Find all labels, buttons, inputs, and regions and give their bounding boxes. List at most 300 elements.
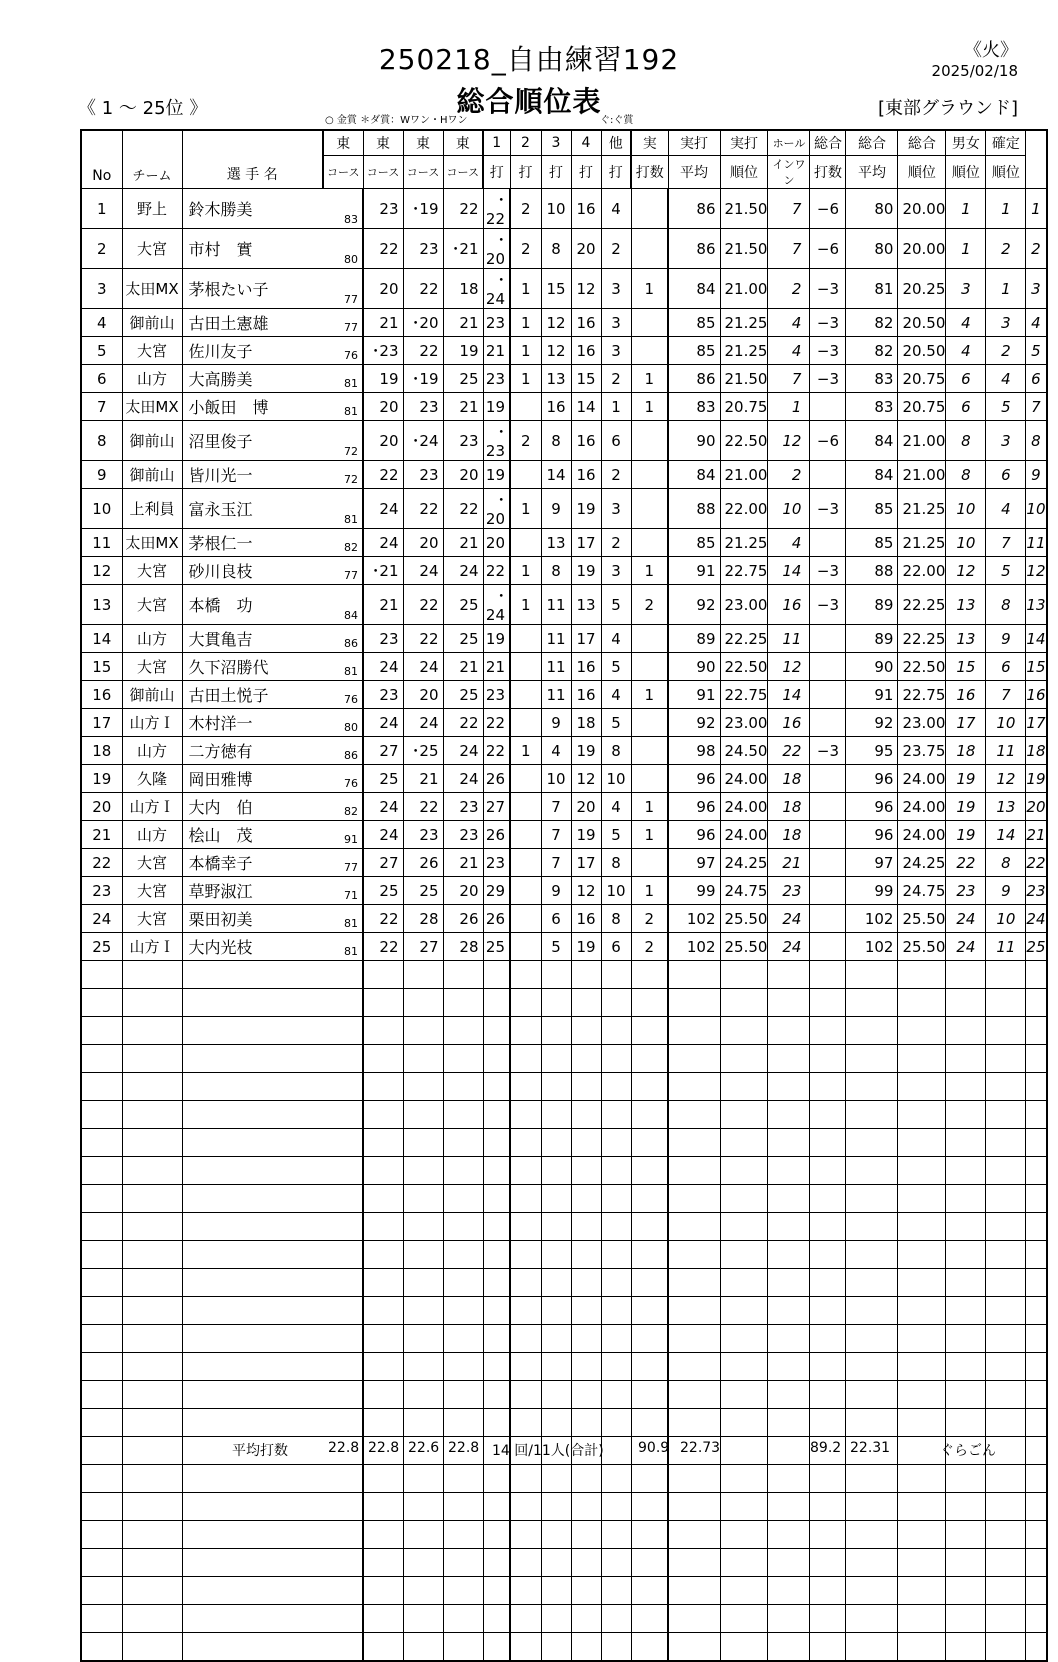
cell-player <box>182 1213 323 1241</box>
cell-total-strokes <box>846 989 898 1017</box>
cell-stroke-1 <box>510 849 541 877</box>
cell-final-rank <box>1026 1241 1047 1269</box>
cell-course-4 <box>483 1577 510 1605</box>
cell-real-rank: 12 <box>768 421 810 461</box>
cell-player <box>182 1325 323 1353</box>
cell-stroke-3: 15 <box>571 365 601 393</box>
cell-stroke-2: 10 <box>541 189 571 229</box>
col-course-2-sub: コース <box>363 156 403 189</box>
cell-no: 13 <box>81 585 122 625</box>
cell-stroke-2 <box>541 1101 571 1129</box>
cell-real-avg: 22.75 <box>720 557 768 585</box>
cell-total-strokes: 95 <box>846 737 898 765</box>
col-course-3: 東 <box>403 130 443 156</box>
cell-stroke-3 <box>571 1297 601 1325</box>
cell-gender-rank: 14 <box>986 821 1026 849</box>
cell-player: 岡田雅博 <box>182 765 323 793</box>
cell-real-rank: 1 <box>768 393 810 421</box>
cell-course-2 <box>403 1269 443 1297</box>
cell-real-strokes <box>668 1577 720 1605</box>
cell-course-3: 18 <box>443 269 483 309</box>
footer-total-avg: 89.2 <box>810 1440 842 1456</box>
cell-total-rank <box>946 1101 986 1129</box>
cell-total-strokes: 102 <box>846 905 898 933</box>
cell-age: 82 <box>323 793 363 821</box>
cell-total-strokes: 85 <box>846 489 898 529</box>
cell-stroke-3: 20 <box>571 793 601 821</box>
cell-real-avg: 20.75 <box>720 393 768 421</box>
cell-gender-rank <box>986 1129 1026 1157</box>
cell-course-4 <box>483 1297 510 1325</box>
col-gender-rank: 男女 <box>946 130 986 156</box>
cell-stroke-4 <box>601 1633 631 1662</box>
cell-no <box>81 1633 122 1662</box>
cell-course-3 <box>443 989 483 1017</box>
cell-stroke-other: 1 <box>631 365 668 393</box>
cell-total-avg: 23.75 <box>898 737 946 765</box>
cell-total-strokes: 83 <box>846 393 898 421</box>
cell-stroke-3 <box>571 1409 601 1437</box>
cell-course-2: ･24 <box>403 421 443 461</box>
cell-stroke-1 <box>510 1549 541 1577</box>
cell-total-rank: 8 <box>946 421 986 461</box>
cell-total-strokes <box>846 1325 898 1353</box>
cell-total-strokes <box>846 1521 898 1549</box>
cell-player: 久下沼勝代 <box>182 653 323 681</box>
cell-course-3: 24 <box>443 557 483 585</box>
cell-course-3 <box>443 1213 483 1241</box>
cell-stroke-3: 12 <box>571 765 601 793</box>
cell-team <box>122 1465 182 1493</box>
cell-course-2: 24 <box>403 709 443 737</box>
cell-real-avg: 24.00 <box>720 793 768 821</box>
cell-course-3 <box>443 1381 483 1409</box>
cell-course-2 <box>403 1381 443 1409</box>
cell-stroke-2 <box>541 1017 571 1045</box>
cell-course-4 <box>483 1017 510 1045</box>
cell-no <box>81 961 122 989</box>
cell-stroke-4: 6 <box>601 421 631 461</box>
cell-total-rank: 6 <box>946 393 986 421</box>
cell-total-avg: 20.75 <box>898 393 946 421</box>
cell-stroke-3 <box>571 1381 601 1409</box>
cell-stroke-2 <box>541 1185 571 1213</box>
cell-final-rank: 15 <box>1026 653 1047 681</box>
cell-real-strokes <box>668 1409 720 1437</box>
table-row <box>81 1353 1047 1381</box>
cell-team <box>122 1297 182 1325</box>
cell-stroke-3: 14 <box>571 393 601 421</box>
cell-team <box>122 961 182 989</box>
cell-real-strokes <box>668 1101 720 1129</box>
cell-gender-rank: 1 <box>986 269 1026 309</box>
cell-stroke-1: 1 <box>510 309 541 337</box>
cell-course-4: 22 <box>483 557 510 585</box>
cell-final-rank: 14 <box>1026 625 1047 653</box>
cell-course-4 <box>483 1241 510 1269</box>
cell-course-3 <box>443 1101 483 1129</box>
cell-real-rank: 23 <box>768 877 810 905</box>
cell-stroke-3: 18 <box>571 709 601 737</box>
cell-real-avg <box>720 1213 768 1241</box>
cell-stroke-2 <box>541 1409 571 1437</box>
cell-stroke-4 <box>601 1213 631 1241</box>
cell-stroke-1 <box>510 709 541 737</box>
cell-course-4: 20 <box>483 529 510 557</box>
cell-course-4 <box>483 989 510 1017</box>
table-row <box>81 1101 1047 1129</box>
cell-stroke-2 <box>541 1157 571 1185</box>
cell-hole-in-one <box>810 1325 846 1353</box>
table-row <box>81 793 1047 821</box>
cell-real-strokes <box>668 1465 720 1493</box>
cell-gender-rank: 6 <box>986 653 1026 681</box>
footer-averages <box>0 1440 1058 1464</box>
cell-course-2 <box>403 1129 443 1157</box>
cell-final-rank: 5 <box>1026 337 1047 365</box>
cell-real-avg: 24.75 <box>720 877 768 905</box>
cell-age <box>323 989 363 1017</box>
cell-total-rank <box>946 1045 986 1073</box>
cell-stroke-3 <box>571 1101 601 1129</box>
table-row <box>81 1325 1047 1353</box>
cell-no: 24 <box>81 905 122 933</box>
cell-real-rank: 2 <box>768 461 810 489</box>
cell-player <box>182 1577 323 1605</box>
cell-course-4: ･24 <box>483 269 510 309</box>
cell-real-rank: 4 <box>768 529 810 557</box>
cell-total-rank: 15 <box>946 653 986 681</box>
cell-course-1 <box>363 1605 403 1633</box>
cell-stroke-3: 20 <box>571 229 601 269</box>
cell-age <box>323 1381 363 1409</box>
cell-player <box>182 1353 323 1381</box>
cell-stroke-1 <box>510 1353 541 1381</box>
cell-course-2: 22 <box>403 489 443 529</box>
cell-stroke-3: 16 <box>571 681 601 709</box>
cell-course-4 <box>483 1353 510 1381</box>
cell-real-rank <box>768 1241 810 1269</box>
cell-final-rank <box>1026 1325 1047 1353</box>
cell-course-2: 25 <box>403 877 443 905</box>
cell-gender-rank: 2 <box>986 337 1026 365</box>
cell-total-rank: 10 <box>946 489 986 529</box>
cell-final-rank <box>1026 1101 1047 1129</box>
table-row <box>81 421 1047 461</box>
cell-real-avg: 24.50 <box>720 737 768 765</box>
cell-hole-in-one <box>810 765 846 793</box>
cell-final-rank: 1 <box>1026 189 1047 229</box>
cell-gender-rank: 8 <box>986 585 1026 625</box>
cell-course-2 <box>403 1101 443 1129</box>
cell-age <box>323 1409 363 1437</box>
cell-total-strokes: 89 <box>846 625 898 653</box>
cell-stroke-other <box>631 765 668 793</box>
cell-real-strokes <box>668 1073 720 1101</box>
cell-gender-rank <box>986 1045 1026 1073</box>
cell-total-strokes: 96 <box>846 821 898 849</box>
cell-stroke-1 <box>510 1101 541 1129</box>
cell-no <box>81 1521 122 1549</box>
cell-course-2 <box>403 1577 443 1605</box>
table-row <box>81 849 1047 877</box>
cell-gender-rank <box>986 1269 1026 1297</box>
cell-course-1 <box>363 1017 403 1045</box>
cell-hole-in-one <box>810 961 846 989</box>
cell-course-3: 23 <box>443 421 483 461</box>
cell-course-2 <box>403 961 443 989</box>
cell-total-rank: 19 <box>946 765 986 793</box>
cell-final-rank: 11 <box>1026 529 1047 557</box>
cell-team: 大宮 <box>122 229 182 269</box>
cell-total-rank: 13 <box>946 585 986 625</box>
cell-course-3: 28 <box>443 933 483 961</box>
cell-player: 皆川光一 <box>182 461 323 489</box>
cell-course-3 <box>443 1073 483 1101</box>
cell-player <box>182 1017 323 1045</box>
cell-course-2 <box>403 1297 443 1325</box>
cell-course-2: ･19 <box>403 365 443 393</box>
cell-team <box>122 1549 182 1577</box>
cell-stroke-1 <box>510 1157 541 1185</box>
cell-total-avg <box>898 1297 946 1325</box>
cell-no <box>81 1129 122 1157</box>
cell-total-avg <box>898 1185 946 1213</box>
cell-team: 御前山 <box>122 309 182 337</box>
footer-course-1-avg: 22.8 <box>328 1440 360 1456</box>
cell-course-2: ･19 <box>403 189 443 229</box>
cell-player: 木村洋一 <box>182 709 323 737</box>
cell-stroke-4: 5 <box>601 585 631 625</box>
cell-hole-in-one <box>810 1157 846 1185</box>
cell-total-rank: 22 <box>946 849 986 877</box>
cell-stroke-3: 17 <box>571 529 601 557</box>
cell-final-rank: 18 <box>1026 737 1047 765</box>
cell-course-3: 22 <box>443 489 483 529</box>
cell-course-4 <box>483 1633 510 1662</box>
cell-total-rank <box>946 1269 986 1297</box>
cell-course-2: 22 <box>403 793 443 821</box>
cell-final-rank <box>1026 1157 1047 1185</box>
cell-final-rank: 12 <box>1026 557 1047 585</box>
cell-stroke-2 <box>541 1241 571 1269</box>
cell-real-rank <box>768 1213 810 1241</box>
cell-no: 7 <box>81 393 122 421</box>
table-row <box>81 933 1047 961</box>
cell-stroke-other <box>631 489 668 529</box>
cell-stroke-3: 16 <box>571 461 601 489</box>
table-row <box>81 709 1047 737</box>
cell-team: 山方 <box>122 625 182 653</box>
cell-player: 古田土悦子 <box>182 681 323 709</box>
cell-team: 太田MX <box>122 529 182 557</box>
cell-stroke-other <box>631 1465 668 1493</box>
cell-total-avg: 20.00 <box>898 229 946 269</box>
col-no: No <box>81 130 122 189</box>
table-row <box>81 557 1047 585</box>
cell-total-strokes <box>846 1297 898 1325</box>
cell-stroke-4: 1 <box>601 393 631 421</box>
cell-stroke-4: 3 <box>601 489 631 529</box>
cell-total-strokes <box>846 1129 898 1157</box>
cell-no <box>81 1185 122 1213</box>
cell-course-3: 25 <box>443 625 483 653</box>
cell-no: 5 <box>81 337 122 365</box>
cell-stroke-other <box>631 1577 668 1605</box>
cell-real-avg: 21.00 <box>720 269 768 309</box>
cell-real-strokes <box>668 1157 720 1185</box>
cell-stroke-3: 16 <box>571 905 601 933</box>
cell-real-rank: 18 <box>768 821 810 849</box>
cell-total-avg <box>898 1521 946 1549</box>
cell-real-strokes: 99 <box>668 877 720 905</box>
cell-stroke-4: 10 <box>601 877 631 905</box>
cell-stroke-other <box>631 1241 668 1269</box>
cell-player: 大内 伯 <box>182 793 323 821</box>
cell-course-2 <box>403 1185 443 1213</box>
cell-team <box>122 1129 182 1157</box>
table-row <box>81 489 1047 529</box>
cell-real-rank: 18 <box>768 793 810 821</box>
cell-team: 山方Ｉ <box>122 793 182 821</box>
cell-no: 10 <box>81 489 122 529</box>
cell-stroke-other <box>631 1129 668 1157</box>
cell-no <box>81 1549 122 1577</box>
cell-total-strokes <box>846 1157 898 1185</box>
cell-course-3 <box>443 1633 483 1662</box>
cell-course-3 <box>443 1325 483 1353</box>
cell-real-avg <box>720 1549 768 1577</box>
cell-stroke-4 <box>601 1185 631 1213</box>
cell-gender-rank: 8 <box>986 849 1026 877</box>
cell-stroke-1 <box>510 1129 541 1157</box>
cell-total-strokes <box>846 1213 898 1241</box>
cell-no <box>81 1073 122 1101</box>
cell-total-strokes <box>846 1101 898 1129</box>
col-hole-in-one: ホール <box>768 130 810 156</box>
cell-course-2 <box>403 1465 443 1493</box>
cell-stroke-1: 1 <box>510 269 541 309</box>
cell-stroke-3 <box>571 1465 601 1493</box>
cell-stroke-1 <box>510 1605 541 1633</box>
table-row <box>81 1297 1047 1325</box>
cell-real-strokes <box>668 1381 720 1409</box>
cell-player: 砂川良枝 <box>182 557 323 585</box>
table-row <box>81 961 1047 989</box>
cell-age: 76 <box>323 765 363 793</box>
table-row <box>81 989 1047 1017</box>
cell-gender-rank <box>986 1213 1026 1241</box>
cell-gender-rank <box>986 1017 1026 1045</box>
cell-total-strokes: 83 <box>846 365 898 393</box>
cell-stroke-1 <box>510 1241 541 1269</box>
cell-course-1: 22 <box>363 905 403 933</box>
cell-total-rank <box>946 961 986 989</box>
cell-player <box>182 989 323 1017</box>
cell-real-rank: 11 <box>768 625 810 653</box>
cell-stroke-2: 7 <box>541 793 571 821</box>
cell-stroke-3: 13 <box>571 585 601 625</box>
cell-real-avg: 25.50 <box>720 905 768 933</box>
cell-stroke-3 <box>571 1185 601 1213</box>
cell-no <box>81 1465 122 1493</box>
cell-real-rank <box>768 1521 810 1549</box>
cell-stroke-4 <box>601 1129 631 1157</box>
cell-no: 20 <box>81 793 122 821</box>
cell-team: 大宮 <box>122 585 182 625</box>
cell-course-2 <box>403 1409 443 1437</box>
cell-final-rank: 25 <box>1026 933 1047 961</box>
cell-total-rank <box>946 1577 986 1605</box>
cell-stroke-2: 9 <box>541 709 571 737</box>
cell-stroke-2: 8 <box>541 557 571 585</box>
cell-stroke-1 <box>510 989 541 1017</box>
cell-course-1 <box>363 1577 403 1605</box>
cell-hole-in-one: −3 <box>810 585 846 625</box>
cell-hole-in-one <box>810 1017 846 1045</box>
cell-course-1 <box>363 1409 403 1437</box>
cell-stroke-2 <box>541 1129 571 1157</box>
cell-real-strokes: 86 <box>668 229 720 269</box>
cell-player: 古田土憲雄 <box>182 309 323 337</box>
cell-stroke-4: 4 <box>601 625 631 653</box>
cell-final-rank: 19 <box>1026 765 1047 793</box>
cell-stroke-4 <box>601 989 631 1017</box>
cell-course-4: 23 <box>483 309 510 337</box>
cell-course-1 <box>363 1269 403 1297</box>
cell-stroke-1: 1 <box>510 337 541 365</box>
cell-course-4: ･24 <box>483 585 510 625</box>
cell-course-2: 23 <box>403 229 443 269</box>
cell-total-strokes <box>846 1381 898 1409</box>
cell-hole-in-one <box>810 653 846 681</box>
cell-total-avg <box>898 961 946 989</box>
cell-real-rank <box>768 1297 810 1325</box>
cell-course-4: ･20 <box>483 229 510 269</box>
cell-player <box>182 1605 323 1633</box>
cell-real-strokes <box>668 1521 720 1549</box>
cell-course-3: 22 <box>443 709 483 737</box>
cell-course-2: 24 <box>403 653 443 681</box>
cell-player: 沼里俊子 <box>182 421 323 461</box>
cell-total-rank <box>946 1297 986 1325</box>
cell-stroke-4: 8 <box>601 849 631 877</box>
cell-total-avg <box>898 1465 946 1493</box>
footer-course-3-avg: 22.6 <box>408 1440 440 1456</box>
cell-player: 茅根たい子 <box>182 269 323 309</box>
cell-age: 86 <box>323 625 363 653</box>
cell-stroke-4: 5 <box>601 709 631 737</box>
cell-stroke-other <box>631 1381 668 1409</box>
cell-stroke-1 <box>510 529 541 557</box>
cell-hole-in-one <box>810 1241 846 1269</box>
cell-stroke-other: 1 <box>631 793 668 821</box>
cell-course-1 <box>363 1101 403 1129</box>
cell-real-avg <box>720 1129 768 1157</box>
cell-final-rank <box>1026 1017 1047 1045</box>
cell-age: 72 <box>323 461 363 489</box>
cell-hole-in-one: −6 <box>810 229 846 269</box>
cell-stroke-2: 13 <box>541 365 571 393</box>
cell-real-rank <box>768 1157 810 1185</box>
cell-age: 81 <box>323 933 363 961</box>
cell-real-strokes: 88 <box>668 489 720 529</box>
table-row <box>81 625 1047 653</box>
cell-hole-in-one <box>810 1129 846 1157</box>
cell-gender-rank <box>986 1101 1026 1129</box>
footer-label: 平均打数 <box>232 1443 288 1459</box>
cell-total-avg: 24.75 <box>898 877 946 905</box>
